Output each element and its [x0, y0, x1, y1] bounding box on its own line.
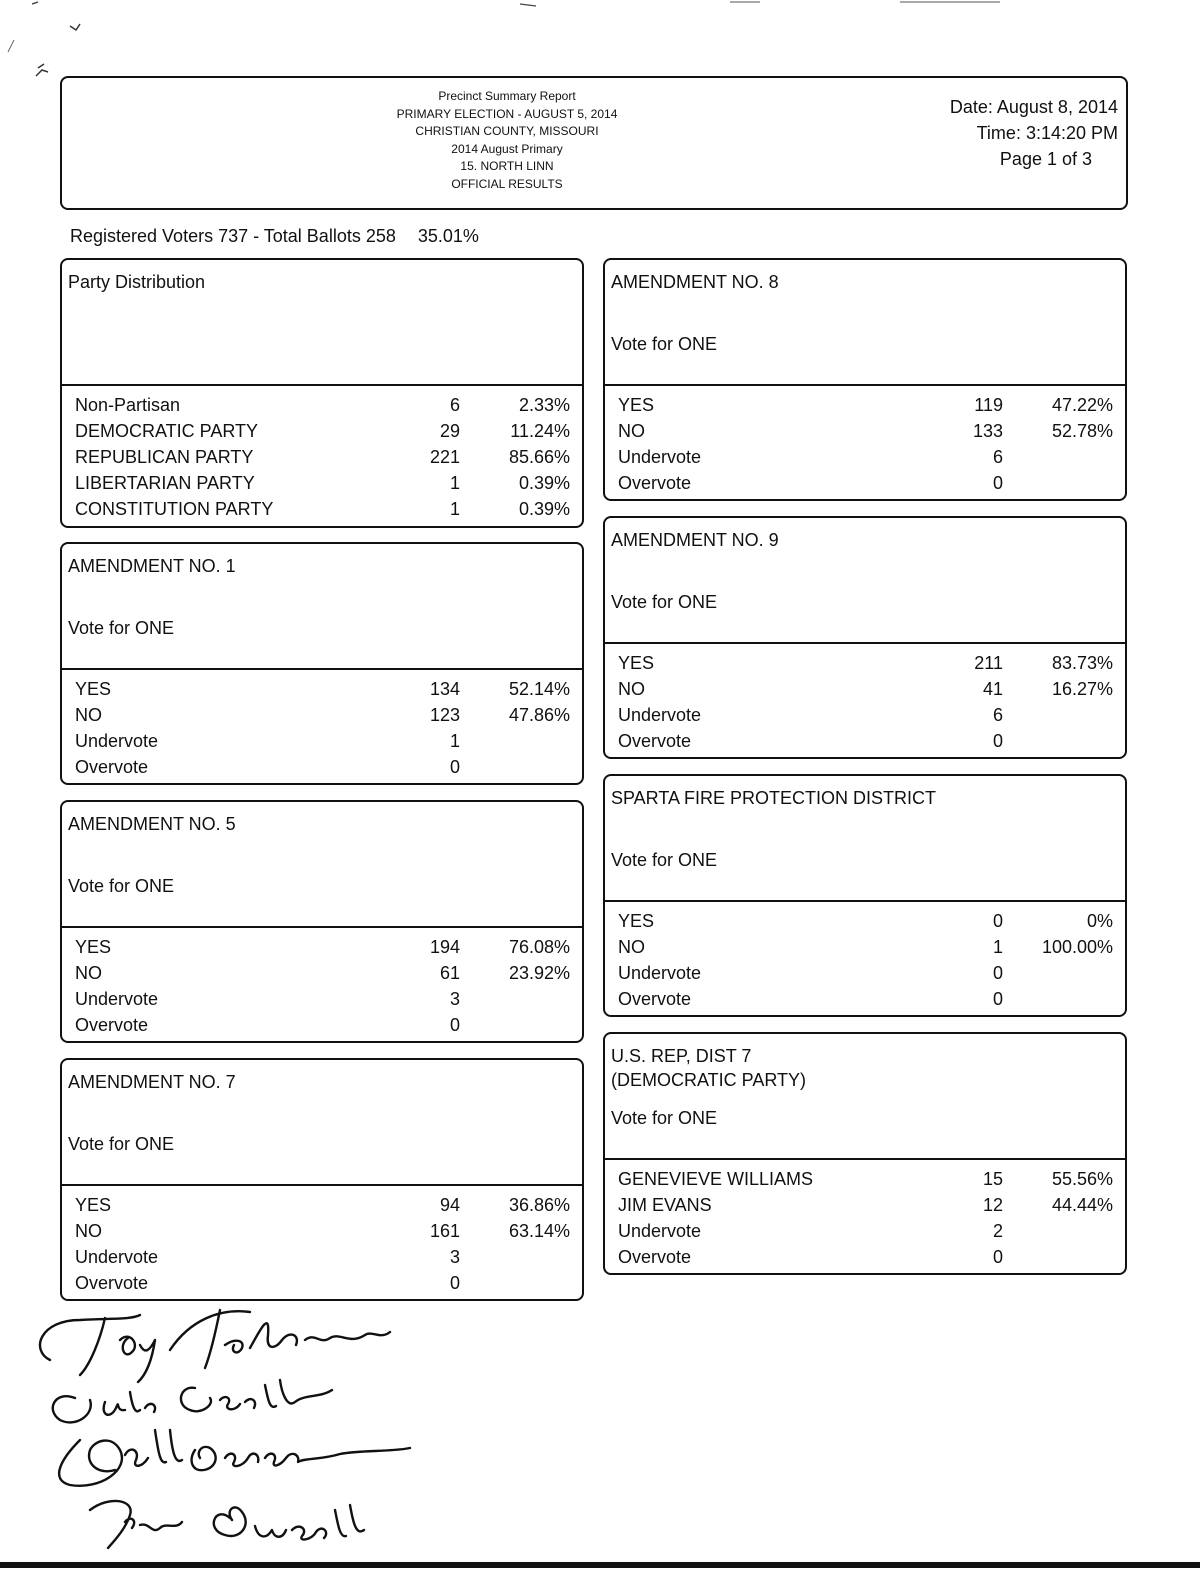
vote-count: 1 — [449, 731, 460, 751]
turnout-percent: 35.01% — [417, 226, 479, 246]
results-status: OFFICIAL RESULTS — [451, 176, 563, 191]
choice-label: Undervote — [75, 1247, 159, 1267]
vote-count: 0 — [992, 1247, 1003, 1267]
registration-summary — [70, 226, 479, 247]
result-row — [62, 960, 582, 986]
vote-count: 211 — [974, 653, 1003, 673]
vote-count: 12 — [982, 1195, 1003, 1215]
vote-instruction: Vote for ONE — [68, 1134, 175, 1154]
results-list — [62, 670, 582, 780]
vote-percent: 55.56% — [1051, 1169, 1113, 1189]
choice-label: Undervote — [75, 989, 159, 1009]
choice-label: REPUBLICAN PARTY — [75, 447, 254, 467]
race-header — [605, 776, 1125, 902]
county-name: CHRISTIAN COUNTY, MISSOURI — [415, 124, 599, 138]
vote-instruction: Vote for ONE — [611, 1108, 718, 1128]
vote-count: 1 — [992, 937, 1003, 957]
page-number: Page 1 of 3 — [999, 149, 1092, 169]
vote-count: 6 — [992, 705, 1003, 725]
vote-percent: 0.39% — [518, 473, 570, 493]
choice-label: YES — [618, 653, 655, 673]
report-date: Date: August 8, 2014 — [949, 97, 1118, 117]
race-header — [605, 1034, 1125, 1160]
signature-1 — [40, 1310, 390, 1382]
vote-percent: 16.27% — [1051, 679, 1113, 699]
choice-label: GENEVIEVE WILLIAMS — [618, 1169, 814, 1189]
result-row — [62, 702, 582, 728]
choice-label: LIBERTARIAN PARTY — [75, 473, 255, 493]
vote-count: 0 — [449, 757, 460, 777]
choice-label: JIM EVANS — [618, 1195, 712, 1215]
choice-label: Overvote — [618, 1247, 692, 1267]
race-amendment-1 — [60, 542, 584, 785]
result-row — [62, 986, 582, 1012]
result-row — [62, 1244, 582, 1270]
result-row — [62, 728, 582, 754]
race-sparta-fire-district — [603, 774, 1127, 1017]
race-header — [605, 260, 1125, 386]
race-header — [62, 802, 582, 928]
result-row — [62, 418, 582, 444]
race-header — [62, 260, 582, 386]
race-title: Party Distribution — [68, 272, 206, 292]
vote-instruction: Vote for ONE — [611, 334, 718, 354]
vote-percent: 23.92% — [508, 963, 570, 983]
race-title — [611, 1044, 806, 1092]
choice-label: Undervote — [75, 731, 159, 751]
vote-count: 221 — [429, 447, 460, 467]
choice-label: NO — [75, 705, 102, 725]
result-row — [62, 1192, 582, 1218]
report-meta — [950, 94, 1118, 172]
vote-percent: 83.73% — [1051, 653, 1113, 673]
vote-count: 161 — [429, 1221, 460, 1241]
vote-count: 194 — [429, 937, 460, 957]
results-list — [605, 386, 1125, 496]
choice-label: CONSTITUTION PARTY — [75, 499, 274, 519]
result-row — [62, 1012, 582, 1038]
election-label: 2014 August Primary — [451, 141, 563, 156]
result-row — [605, 392, 1125, 418]
result-row — [605, 418, 1125, 444]
choice-label: DEMOCRATIC PARTY — [75, 421, 259, 441]
vote-percent: 2.33% — [518, 395, 570, 415]
race-title: AMENDMENT NO. 1 — [68, 556, 236, 576]
vote-count: 133 — [972, 421, 1003, 441]
vote-instruction: Vote for ONE — [68, 876, 175, 896]
choice-label: Overvote — [618, 989, 692, 1009]
race-party-distribution — [60, 258, 584, 528]
race-header — [605, 518, 1125, 644]
vote-count: 94 — [439, 1195, 460, 1215]
scan-bottom-edge — [0, 1562, 1200, 1568]
result-row — [62, 676, 582, 702]
choice-label: Overvote — [618, 731, 692, 751]
result-row — [605, 444, 1125, 470]
vote-percent: 52.14% — [508, 679, 570, 699]
choice-label: Overvote — [75, 757, 149, 777]
choice-label: Undervote — [618, 447, 702, 467]
choice-label: YES — [618, 911, 655, 931]
result-row — [62, 392, 582, 418]
vote-count: 123 — [429, 705, 460, 725]
results-list — [605, 644, 1125, 754]
result-row — [605, 986, 1125, 1012]
vote-percent: 0% — [1086, 911, 1113, 931]
race-title-party: (DEMOCRATIC PARTY) — [611, 1070, 807, 1090]
vote-count: 0 — [449, 1015, 460, 1035]
result-row — [605, 1244, 1125, 1270]
choice-label: YES — [75, 679, 112, 699]
vote-count: 41 — [982, 679, 1003, 699]
vote-count: 6 — [449, 395, 460, 415]
vote-count: 29 — [439, 421, 460, 441]
result-row — [62, 934, 582, 960]
vote-instruction: Vote for ONE — [611, 850, 718, 870]
report-time: Time: 3:14:20 PM — [976, 123, 1118, 143]
result-row — [605, 908, 1125, 934]
choice-label: YES — [75, 1195, 112, 1215]
vote-percent: 47.22% — [1051, 395, 1113, 415]
choice-label: Undervote — [618, 705, 702, 725]
choice-label: YES — [75, 937, 112, 957]
result-row — [605, 960, 1125, 986]
vote-percent: 36.86% — [508, 1195, 570, 1215]
results-list — [605, 902, 1125, 1012]
result-row — [62, 496, 582, 522]
vote-count: 119 — [974, 395, 1003, 415]
result-row — [605, 650, 1125, 676]
precinct-name: 15. NORTH LINN — [460, 159, 554, 173]
results-list — [62, 1186, 582, 1296]
results-list — [605, 1160, 1125, 1270]
choice-label: NO — [75, 1221, 102, 1241]
vote-count: 0 — [992, 989, 1003, 1009]
result-row — [605, 934, 1125, 960]
vote-percent: 63.14% — [508, 1221, 570, 1241]
handwritten-signatures — [20, 1290, 440, 1560]
vote-instruction: Vote for ONE — [68, 618, 175, 638]
choice-label: Undervote — [618, 963, 702, 983]
race-title-line: U.S. REP, DIST 7 — [611, 1046, 752, 1066]
choice-label: NO — [75, 963, 102, 983]
vote-percent: 0.39% — [518, 499, 570, 519]
vote-count: 134 — [429, 679, 460, 699]
result-row — [62, 754, 582, 780]
choice-label: NO — [618, 679, 645, 699]
vote-count: 0 — [992, 911, 1003, 931]
vote-instruction: Vote for ONE — [611, 592, 718, 612]
race-title: AMENDMENT NO. 7 — [68, 1072, 236, 1092]
race-header — [62, 1060, 582, 1186]
race-amendment-7 — [60, 1058, 584, 1301]
vote-count: 3 — [449, 1247, 460, 1267]
vote-percent: 100.00% — [1041, 937, 1113, 957]
race-title: AMENDMENT NO. 8 — [611, 272, 779, 292]
result-row — [605, 1166, 1125, 1192]
choice-label: Non-Partisan — [75, 395, 181, 415]
race-amendment-8 — [603, 258, 1127, 501]
choice-label: Overvote — [75, 1015, 149, 1035]
vote-count: 1 — [449, 473, 460, 493]
vote-percent: 52.78% — [1051, 421, 1113, 441]
race-header — [62, 544, 582, 670]
vote-count: 1 — [449, 499, 460, 519]
signature-2 — [53, 1380, 332, 1422]
result-row — [605, 1192, 1125, 1218]
signature-4 — [90, 1501, 364, 1548]
race-amendment-9 — [603, 516, 1127, 759]
report-title: Precinct Summary Report — [438, 89, 576, 103]
result-row — [605, 728, 1125, 754]
vote-count: 0 — [449, 1273, 460, 1293]
race-title: AMENDMENT NO. 9 — [611, 530, 779, 550]
vote-percent: 11.24% — [510, 421, 570, 441]
result-row — [62, 470, 582, 496]
vote-count: 3 — [449, 989, 460, 1009]
choice-label: Overvote — [75, 1273, 149, 1293]
vote-percent: 85.66% — [508, 447, 570, 467]
vote-percent: 47.86% — [508, 705, 570, 725]
vote-count: 15 — [982, 1169, 1003, 1189]
choice-label: NO — [618, 421, 645, 441]
result-row — [605, 676, 1125, 702]
vote-count: 6 — [992, 447, 1003, 467]
result-row — [605, 702, 1125, 728]
choice-label: Undervote — [618, 1221, 702, 1241]
choice-label: NO — [618, 937, 645, 957]
registration-text: Registered Voters 737 - Total Ballots 258 — [70, 226, 396, 246]
race-title: AMENDMENT NO. 5 — [68, 814, 236, 834]
signature-3 — [59, 1430, 410, 1486]
result-row — [62, 444, 582, 470]
vote-count: 0 — [992, 963, 1003, 983]
result-row — [605, 1218, 1125, 1244]
race-title: SPARTA FIRE PROTECTION DISTRICT — [611, 788, 937, 808]
vote-percent: 76.08% — [508, 937, 570, 957]
results-list — [62, 386, 582, 522]
report-header — [60, 76, 1128, 210]
results-list — [62, 928, 582, 1038]
choice-label: Overvote — [618, 473, 692, 493]
vote-count: 0 — [992, 473, 1003, 493]
vote-count: 61 — [439, 963, 460, 983]
vote-count: 0 — [992, 731, 1003, 751]
election-name: PRIMARY ELECTION - AUGUST 5, 2014 — [396, 106, 618, 121]
vote-percent: 44.44% — [1051, 1195, 1113, 1215]
result-row — [605, 470, 1125, 496]
report-title-block — [362, 88, 652, 193]
choice-label: YES — [618, 395, 655, 415]
race-us-rep-dist-7 — [603, 1032, 1127, 1275]
result-row — [62, 1218, 582, 1244]
race-amendment-5 — [60, 800, 584, 1043]
vote-count: 2 — [992, 1221, 1003, 1241]
